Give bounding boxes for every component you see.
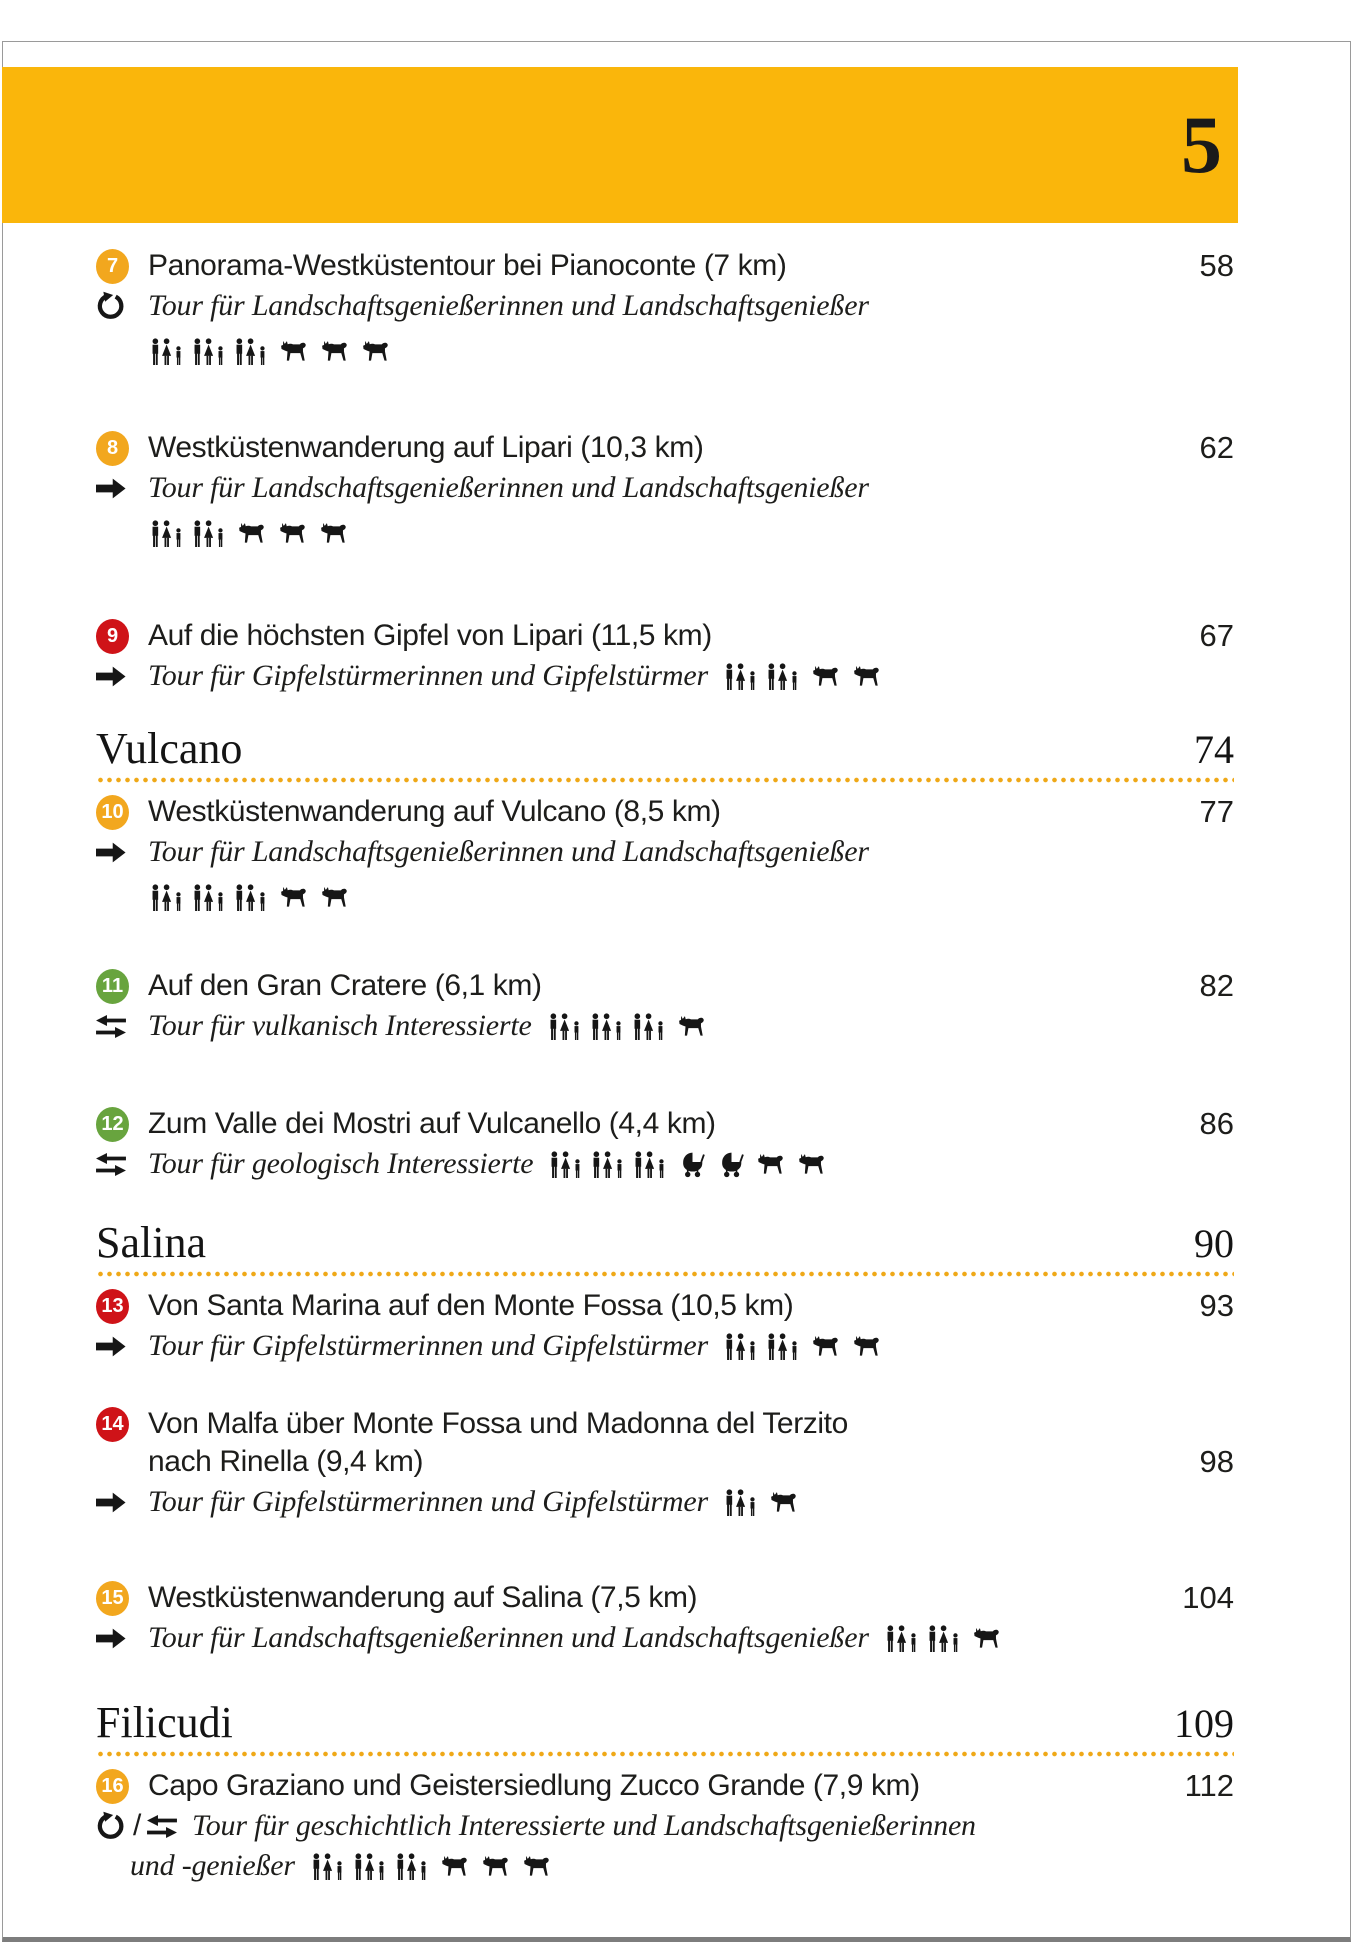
family-icon [764, 663, 799, 690]
table-of-contents [96, 247, 1234, 1885]
toc-entry-12 [96, 1105, 1234, 1183]
tour-page-number: 58 [1199, 248, 1234, 283]
family-icon [393, 1853, 428, 1880]
tour-audience-line2: und -genießer [130, 1849, 295, 1882]
dog-icon [677, 1015, 706, 1037]
dog-icon [769, 1491, 798, 1513]
dog-icon [972, 1627, 1001, 1649]
dog-icon [852, 1335, 881, 1357]
island-name: Salina [96, 1218, 206, 1267]
section-header-vulcano [96, 725, 1234, 785]
tour-title: Westküstenwanderung auf Lipari (10,3 km) [148, 431, 704, 464]
dog-icon [522, 1855, 551, 1877]
tour-number-badge: 7 [96, 249, 129, 284]
family-icon [148, 520, 183, 547]
tour-audience: Tour für Gipfelstürmerinnen und Gipfelstürmer [148, 1485, 708, 1518]
route-type-icons [96, 1492, 148, 1513]
tour-number-badge: 9 [96, 619, 129, 654]
toc-entry-9 [96, 617, 1234, 695]
route-type-icons [96, 478, 148, 499]
family-icon [148, 338, 183, 365]
stroller-icon [719, 1151, 744, 1178]
section-header-filicudi [96, 1699, 1234, 1759]
tour-page-number: 67 [1199, 618, 1234, 653]
route-type-icons [96, 1336, 148, 1357]
suitability-pictograms [722, 1333, 881, 1360]
dotted-leader [96, 1269, 1234, 1279]
tour-title: Zum Valle dei Mostri auf Vulcanello (4,4 km) [148, 1107, 716, 1140]
dog-icon [320, 340, 349, 362]
dog-icon [440, 1855, 469, 1877]
family-icon [190, 884, 225, 911]
tour-title: Auf die höchsten Gipfel von Lipari (11,5 km) [148, 619, 712, 652]
arrow-icon [96, 666, 126, 687]
toc-entry-10 [96, 793, 1234, 919]
family-icon [546, 1013, 581, 1040]
chapter-header-band [2, 67, 1238, 223]
tour-page-number: 93 [1199, 1288, 1234, 1323]
swap-icon [96, 1153, 126, 1176]
tour-title: Auf den Gran Cratere (6,1 km) [148, 969, 542, 1002]
tour-number-badge: 11 [96, 969, 129, 1004]
island-page-number: 109 [1174, 1701, 1234, 1746]
tour-title: Westküstenwanderung auf Vulcano (8,5 km) [148, 795, 721, 828]
family-icon [232, 338, 267, 365]
tour-audience: Tour für Gipfelstürmerinnen und Gipfelstürmer [148, 659, 708, 692]
tour-audience: Tour für geschichtlich Interessierte und Landschaftsgenießerinnen [192, 1809, 976, 1842]
dog-icon [361, 340, 390, 362]
family-icon [547, 1151, 582, 1178]
tour-title: Capo Graziano und Geistersiedlung Zucco Grande (7,9 km) [148, 1769, 920, 1802]
family-icon [309, 1853, 344, 1880]
family-icon [925, 1625, 960, 1652]
route-type-icons [96, 1811, 192, 1842]
arrow-icon [96, 1336, 126, 1357]
tour-title: Von Santa Marina auf den Monte Fossa (10,5 km) [148, 1289, 794, 1322]
dotted-leader [96, 1749, 1234, 1759]
tour-number-badge: 13 [96, 1289, 129, 1324]
island-page-number: 90 [1194, 1221, 1234, 1266]
route-type-icons [96, 1628, 148, 1649]
family-icon [588, 1013, 623, 1040]
toc-entry-15 [96, 1579, 1234, 1657]
route-type-icons [96, 291, 148, 322]
tour-number-badge: 10 [96, 795, 129, 830]
dog-icon [237, 522, 266, 544]
arrow-icon [96, 1628, 126, 1649]
suitability-pictograms [547, 1151, 826, 1178]
suitability-pictograms [883, 1625, 1001, 1652]
tour-number-badge: 14 [96, 1407, 129, 1442]
tour-page-number: 62 [1199, 430, 1234, 465]
tour-number-badge: 16 [96, 1769, 129, 1804]
section-header-salina [96, 1219, 1234, 1279]
family-icon [764, 1333, 799, 1360]
tour-number-badge: 12 [96, 1107, 129, 1142]
arrow-icon [96, 842, 126, 863]
family-icon [722, 1333, 757, 1360]
tour-audience: Tour für Landschaftsgenießerinnen und Landschaftsgenießer [148, 471, 869, 504]
route-type-icons [96, 1153, 148, 1176]
toc-entry-13 [96, 1287, 1234, 1365]
suitability-pictograms [148, 520, 348, 547]
route-type-icons [96, 842, 148, 863]
route-separator: / [133, 1809, 142, 1842]
family-icon [190, 338, 225, 365]
tour-audience: Tour für vulkanisch Interessierte [148, 1009, 532, 1042]
dog-icon [852, 665, 881, 687]
dog-icon [279, 340, 308, 362]
dog-icon [319, 522, 348, 544]
route-type-icons [96, 1015, 148, 1038]
family-icon [630, 1013, 665, 1040]
suitability-pictograms [148, 884, 349, 911]
suitability-pictograms [722, 1489, 798, 1516]
family-icon [190, 520, 225, 547]
tour-audience: Tour für Landschaftsgenießerinnen und Landschaftsgenießer [148, 289, 869, 322]
tour-page-number: 112 [1184, 1768, 1234, 1803]
loop-icon [96, 1811, 127, 1842]
dog-icon [278, 522, 307, 544]
toc-entry-8 [96, 429, 1234, 555]
family-icon [631, 1151, 666, 1178]
tour-title-line2: nach Rinella (9,4 km) [148, 1445, 424, 1478]
suitability-pictograms [309, 1853, 551, 1880]
dog-icon [320, 886, 349, 908]
route-type-icons [96, 666, 148, 687]
tour-page-number: 86 [1199, 1106, 1234, 1141]
tour-number-badge: 8 [96, 431, 129, 466]
tour-number-badge: 15 [96, 1581, 129, 1616]
dog-icon [279, 886, 308, 908]
suitability-pictograms [148, 338, 390, 365]
family-icon [351, 1853, 386, 1880]
family-icon [232, 884, 267, 911]
stroller-icon [680, 1151, 705, 1178]
tour-audience: Tour für Landschaftsgenießerinnen und Landschaftsgenießer [148, 835, 869, 868]
family-icon [722, 1489, 757, 1516]
tour-title: Panorama-Westküstentour bei Pianoconte (7 km) [148, 249, 787, 282]
tour-audience: Tour für geologisch Interessierte [148, 1147, 534, 1180]
tour-page-number: 104 [1182, 1580, 1234, 1615]
tour-audience: Tour für Gipfelstürmerinnen und Gipfelstürmer [148, 1329, 708, 1362]
toc-entry-7 [96, 247, 1234, 373]
toc-entry-14 [96, 1405, 1234, 1521]
tour-audience: Tour für Landschaftsgenießerinnen und Landschaftsgenießer [148, 1621, 869, 1654]
dog-icon [756, 1153, 785, 1175]
dog-icon [811, 665, 840, 687]
island-name: Filicudi [96, 1698, 233, 1747]
family-icon [722, 663, 757, 690]
tour-title: Von Malfa über Monte Fossa und Madonna del Terzito [148, 1407, 848, 1440]
swap-icon [96, 1015, 126, 1038]
toc-entry-16 [96, 1767, 1234, 1885]
arrow-icon [96, 1492, 126, 1513]
family-icon [148, 884, 183, 911]
toc-entry-11 [96, 967, 1234, 1045]
island-page-number: 74 [1194, 727, 1234, 772]
chapter-number: 5 [1181, 99, 1222, 190]
island-name: Vulcano [96, 724, 243, 773]
arrow-icon [96, 478, 126, 499]
suitability-pictograms [546, 1013, 706, 1040]
dog-icon [481, 1855, 510, 1877]
dog-icon [811, 1335, 840, 1357]
dotted-leader [96, 775, 1234, 785]
tour-page-number: 98 [1199, 1444, 1234, 1479]
family-icon [589, 1151, 624, 1178]
suitability-pictograms [722, 663, 881, 690]
family-icon [883, 1625, 918, 1652]
loop-icon [96, 291, 127, 322]
tour-page-number: 77 [1199, 794, 1234, 829]
dog-icon [797, 1153, 826, 1175]
tour-page-number: 82 [1199, 968, 1234, 1003]
tour-title: Westküstenwanderung auf Salina (7,5 km) [148, 1581, 698, 1614]
swap-icon [147, 1815, 177, 1838]
